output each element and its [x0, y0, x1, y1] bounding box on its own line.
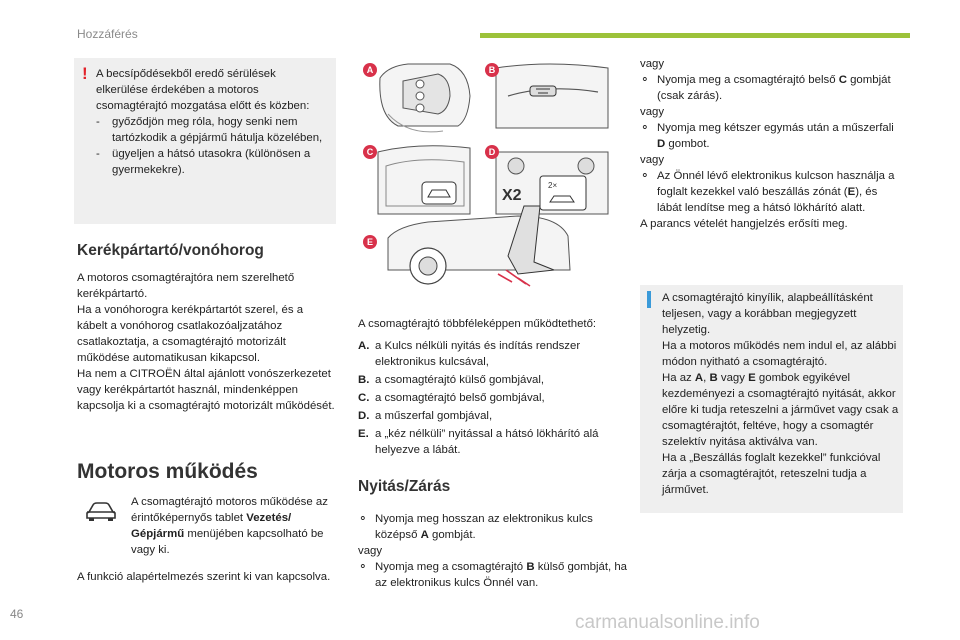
motor-description: A csomagtérajtó motoros működése az érintőképernyős tablet Vezetés/ Gépjármű menüjében kapcsolható be vagy ki.	[131, 496, 328, 556]
svg-text:D: D	[488, 147, 496, 157]
car-icon	[85, 500, 117, 522]
bike-carrier-title: Kerékpártartó/vonóhorog	[77, 242, 264, 259]
watermark: carmanualsonline.info	[575, 612, 760, 633]
list-item: E. a „kéz nélküli” nyitással a hátsó lökhárító alá helyezve a lábát.	[358, 428, 599, 456]
svg-text:A: A	[366, 65, 374, 75]
list-item: C. a csomagtérajtó belső gombjával,	[358, 392, 545, 404]
list-item: ⚬ Nyomja meg kétszer egymás után a műszerfali D gombot.	[640, 122, 894, 150]
warning-bullet: - ügyeljen a hátsó utasokra (különösen a gyermekekre).	[96, 148, 311, 176]
info-text: A csomagtérajtó kinyílik, alapbeállításként teljesen, vagy a korábban megjegyzett helyzetig. Ha a motoros működés nem indul el, az alábbi módon nyitható a csomagtérajtó. Ha az A, B vagy E gombok egyikével kezdeményezi a csomagtérajtó nyitását, akkor előre ki tudja reteszelni a járművet vagy csak a csomagtérajtót, feltéve, hogy a csomagtér szelektív nyitása aktiválva van. Ha a „Beszállás foglalt kezekkel” funkcióval zárja a csomagtérajtót, reteszelni tudja a járművet.	[662, 292, 899, 496]
motor-default: A funkció alapértelmezés szerint ki van kapcsolva.	[77, 571, 331, 583]
tailgate-illustration	[358, 56, 620, 296]
svg-text:C: C	[366, 147, 374, 157]
svg-text:B: B	[488, 65, 496, 75]
interior-button-panel	[378, 146, 470, 214]
page-number: 46	[10, 607, 24, 621]
motor-title: Motoros működés	[77, 460, 258, 483]
svg-text:E: E	[366, 237, 374, 247]
or-label: vagy	[640, 106, 665, 118]
operation-list	[358, 338, 628, 458]
list-item: B. a csomagtérajtó külső gombjával,	[358, 374, 545, 386]
x2-small-label: 2×	[548, 181, 558, 190]
warning-intro: A becsípődésekből eredő sérülések elkerülése érdekében a motoros csomagtérajtó mozgatása előtt és közben:	[96, 68, 310, 112]
list-item: D. a műszerfal gombjával,	[358, 410, 493, 422]
list-item: A. a Kulcs nélküli nyitás és indítás rendszer elektronikus kulcsával,	[358, 340, 581, 368]
warning-bullet: - győződjön meg róla, hogy senki nem tartózkodik a gépjármű hátulja közelében,	[96, 116, 323, 144]
right-column-text	[640, 56, 902, 232]
bumper-foot-panel	[388, 206, 570, 286]
list-item: ⚬ Nyomja meg a csomagtérajtó B külső gombját, ha az elektronikus kulcs Önnél van.	[358, 561, 627, 589]
badge-b	[485, 63, 499, 77]
operation-intro: A csomagtérajtó többféleképpen működtethető:	[358, 318, 597, 330]
key-fob-panel	[380, 64, 470, 132]
exclamation-icon: !	[82, 64, 88, 83]
list-item: ⚬ Nyomja meg hosszan az elektronikus kulcs középső A gombját.	[358, 513, 593, 541]
list-item: ⚬ Nyomja meg a csomagtérajtó belső C gombját (csak zárás).	[640, 74, 891, 102]
x2-label: X2	[502, 187, 522, 204]
section-label: Hozzáférés	[77, 27, 138, 41]
open-close-title: Nyitás/Zárás	[358, 478, 451, 495]
warning-text	[96, 66, 328, 178]
info-icon	[647, 291, 651, 308]
badge-c	[363, 145, 377, 159]
bike-carrier-text: A motoros csomagtérajtóra nem szerelhető kerékpártartó. Ha a vonóhorogra kerékpártartót szerel, és a kábelt a vonóhorog csatlakozóaljzatához csatlakoztatja, a csomagtérajtó motorizált működése automatikusan kikapcsol. Ha nem a CITROËN által ajánlott vonószerkezetet vagy kerékpártartót használ, mindenképpen kapcsolja ki a csomagtérajtó motorizált működését.	[77, 272, 335, 412]
open-close-text	[358, 511, 628, 591]
or-label: vagy	[640, 154, 665, 166]
confirm-text: A parancs vételét hangjelzés erősíti meg.	[640, 218, 848, 230]
dashboard-button-panel	[496, 152, 608, 214]
or-label: vagy	[358, 545, 383, 557]
rear-button-panel	[496, 64, 608, 128]
section-accent-bar	[480, 33, 910, 38]
or-label: vagy	[640, 58, 665, 70]
badge-e	[363, 235, 377, 249]
badge-a	[363, 63, 377, 77]
list-item: ⚬ Az Önnél lévő elektronikus kulcson használja a foglalt kezekkel való beszállás zónát (E), és lábát lendítse meg a hátsó lökhárító alatt.	[640, 170, 895, 214]
badge-d	[485, 145, 499, 159]
